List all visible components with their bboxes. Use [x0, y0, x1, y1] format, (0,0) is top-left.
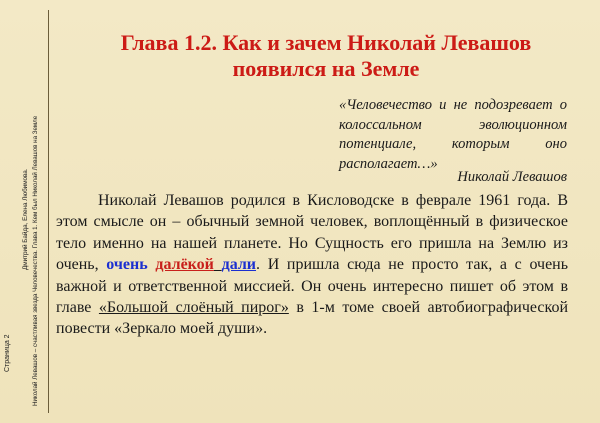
body-paragraph — [56, 190, 568, 340]
authors-line: Дмитрий Байда, Елена Любимова. — [22, 168, 29, 270]
body-text-1: Николай Левашов родился в Кисловодске в феврале 1961 года. В этом смысле он – обычный земной человек, воплощённый в физическое тело именно на нашей планете. Но Сущность его пришла на Землю из очень, — [56, 192, 568, 274]
margin-divider — [48, 10, 49, 413]
book-chapter-line — [32, 116, 39, 406]
epigraph-open-quote: « — [339, 97, 347, 113]
epigraph-author: Николай Левашов — [457, 169, 567, 185]
book-title: Николай Левашов – счастливая звезда Человечества. Глава 1. Кем был Николай Левашов на Земле — [32, 115, 39, 406]
epigraph-close-quote: » — [430, 155, 438, 172]
highlight-red: далёкой — [155, 256, 214, 274]
page-title: Глава 1.2. Как и зачем Николай Левашов появился на Земле — [120, 30, 532, 81]
highlight-blue-1: очень — [106, 256, 148, 274]
chapter-link[interactable]: «Большой слоёный пирог» — [98, 299, 289, 317]
page-number: Страница 2 — [4, 334, 11, 372]
epigraph-quote — [339, 96, 567, 174]
highlight-blue-2: дали — [221, 256, 257, 274]
epigraph-text: Человечество и не подозревает о колоссальном эволюционном потенциале, которым оно располагает… — [339, 97, 567, 172]
body-text-3: в 1-м томе своей автобиографической повести «Зеркало моей души». — [56, 299, 569, 338]
body-text-2: . И пришла сюда не просто так, а с очень важной и ответственной миссией. Он очень интересно пишет об этом в главе — [56, 256, 569, 317]
